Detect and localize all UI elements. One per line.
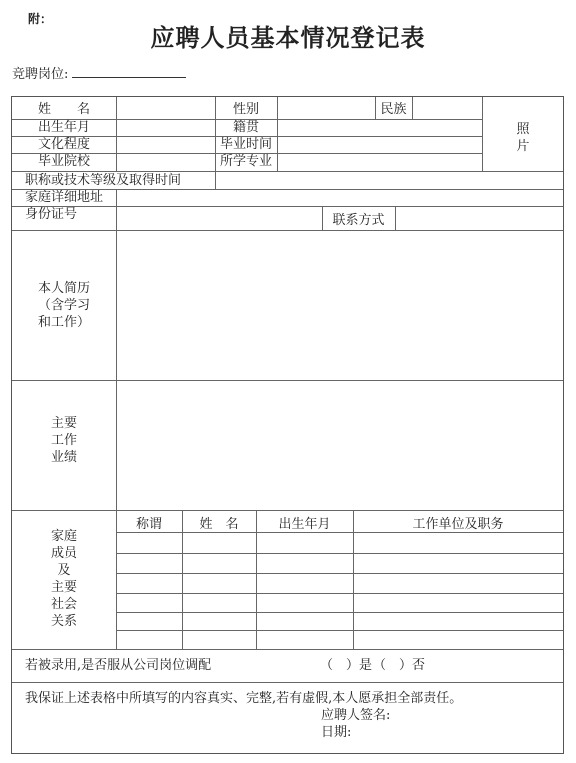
position-label: 竞聘岗位: bbox=[12, 67, 69, 82]
performance-label-3: 业绩 bbox=[50, 450, 77, 465]
adjust-no-option[interactable]: （ ）否 bbox=[373, 658, 426, 673]
resume-label-2: （含学习 bbox=[37, 298, 90, 313]
family-label-6: 关系 bbox=[50, 614, 77, 629]
school-field[interactable] bbox=[117, 154, 214, 170]
form-title: 应聘人员基本情况登记表 bbox=[150, 23, 426, 52]
contact-field[interactable] bbox=[396, 207, 562, 229]
performance-label bbox=[12, 415, 116, 466]
gender-label: 性别 bbox=[232, 102, 259, 117]
ethnicity-label: 民族 bbox=[380, 102, 407, 117]
declaration-text: 我保证上述表格中所填写的内容真实、完整,若有虚假,本人愿承担全部责任。 bbox=[25, 691, 463, 706]
gender-field[interactable] bbox=[278, 98, 374, 118]
birth-label: 出生年月 bbox=[37, 120, 90, 135]
id-number-label: 身份证号 bbox=[25, 207, 78, 222]
adjust-question: 若被录用,是否服从公司岗位调配 bbox=[25, 658, 212, 673]
contact-label: 联系方式 bbox=[332, 213, 385, 228]
family-members-grid[interactable] bbox=[117, 533, 562, 648]
resume-label-3: 和工作） bbox=[37, 315, 90, 330]
row-divider bbox=[12, 510, 563, 511]
education-label: 文化程度 bbox=[37, 137, 90, 152]
native-place-label: 籍贯 bbox=[232, 120, 259, 135]
family-label bbox=[12, 528, 116, 630]
family-label-2: 成员 bbox=[50, 546, 77, 561]
signature-label: 应聘人签名: bbox=[321, 708, 391, 723]
id-number-field[interactable] bbox=[117, 207, 321, 229]
grad-time-field[interactable] bbox=[278, 137, 481, 152]
row-divider bbox=[12, 649, 563, 650]
resume-label bbox=[12, 280, 116, 331]
performance-field[interactable] bbox=[117, 381, 562, 509]
family-label-1: 家庭 bbox=[50, 529, 77, 544]
adjust-yes-option[interactable]: （ ）是 bbox=[320, 658, 373, 673]
native-place-field[interactable] bbox=[278, 120, 481, 135]
resume-label-1: 本人简历 bbox=[37, 281, 90, 296]
date-label: 日期: bbox=[321, 725, 352, 740]
family-label-5: 社会 bbox=[50, 597, 77, 612]
performance-label-2: 工作 bbox=[50, 433, 77, 448]
name-field[interactable] bbox=[117, 98, 214, 118]
photo-placeholder[interactable] bbox=[483, 121, 563, 155]
birth-field[interactable] bbox=[117, 120, 214, 135]
attachment-note: 附： bbox=[28, 12, 53, 26]
row-divider bbox=[12, 682, 563, 683]
family-header-relation: 称谓 bbox=[135, 517, 162, 532]
grad-time-label: 毕业时间 bbox=[219, 137, 272, 152]
address-label: 家庭详细地址 bbox=[25, 190, 104, 205]
address-field[interactable] bbox=[117, 190, 562, 205]
name-label: 姓 名 bbox=[37, 102, 90, 117]
family-label-3: 及 bbox=[57, 563, 71, 578]
performance-label-1: 主要 bbox=[50, 416, 77, 431]
position-input-line[interactable] bbox=[72, 77, 186, 78]
family-header-birth: 出生年月 bbox=[278, 517, 331, 532]
photo-label-1: 照 bbox=[516, 122, 530, 137]
professional-title-label: 职称或技术等级及取得时间 bbox=[25, 173, 182, 188]
resume-field[interactable] bbox=[117, 231, 562, 379]
major-field[interactable] bbox=[278, 154, 481, 170]
family-label-4: 主要 bbox=[50, 580, 77, 595]
school-label: 毕业院校 bbox=[37, 154, 90, 169]
registration-form-table bbox=[11, 96, 564, 754]
education-field[interactable] bbox=[117, 137, 214, 152]
photo-label-2: 片 bbox=[516, 139, 530, 154]
major-label: 所学专业 bbox=[219, 154, 272, 169]
family-header-name: 姓 名 bbox=[199, 517, 239, 532]
professional-title-field[interactable] bbox=[216, 172, 562, 188]
family-header-work: 工作单位及职务 bbox=[412, 517, 504, 532]
ethnicity-field[interactable] bbox=[413, 98, 481, 118]
